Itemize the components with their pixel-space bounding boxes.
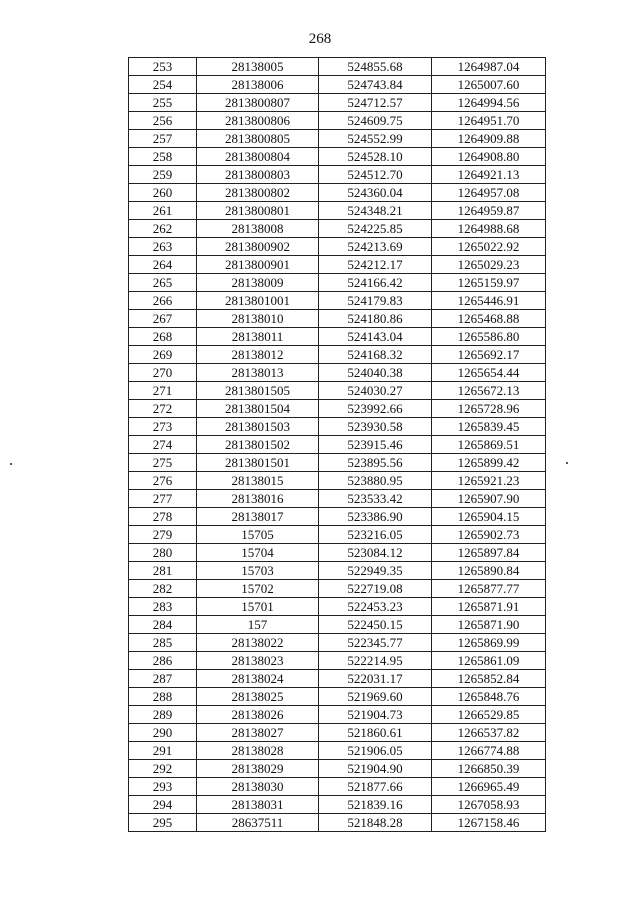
- point-id-cell: 28138011: [197, 328, 319, 346]
- y-coordinate-cell: 1265904.15: [432, 508, 546, 526]
- y-coordinate-cell: 1264987.04: [432, 58, 546, 76]
- row-number-cell: 270: [129, 364, 197, 382]
- y-coordinate-cell: 1264957.08: [432, 184, 546, 202]
- table-row: [129, 472, 546, 490]
- row-number-cell: 265: [129, 274, 197, 292]
- table-row: [129, 202, 546, 220]
- y-coordinate-cell: 1266537.82: [432, 724, 546, 742]
- table-row: [129, 112, 546, 130]
- table-row: [129, 292, 546, 310]
- point-id-cell: 28138030: [197, 778, 319, 796]
- row-number-cell: 278: [129, 508, 197, 526]
- table-row: [129, 94, 546, 112]
- x-coordinate-cell: 524360.04: [319, 184, 432, 202]
- point-id-cell: 28138028: [197, 742, 319, 760]
- x-coordinate-cell: 524712.57: [319, 94, 432, 112]
- point-id-cell: 28138024: [197, 670, 319, 688]
- x-coordinate-cell: 524040.38: [319, 364, 432, 382]
- y-coordinate-cell: 1265899.42: [432, 454, 546, 472]
- row-number-cell: 291: [129, 742, 197, 760]
- point-id-cell: 28138022: [197, 634, 319, 652]
- table-row: [129, 760, 546, 778]
- point-id-cell: 28138016: [197, 490, 319, 508]
- point-id-cell: 2813800804: [197, 148, 319, 166]
- x-coordinate-cell: 523992.66: [319, 400, 432, 418]
- x-coordinate-cell: 523386.90: [319, 508, 432, 526]
- row-number-cell: 276: [129, 472, 197, 490]
- page-number: 268: [308, 31, 332, 47]
- x-coordinate-cell: 524225.85: [319, 220, 432, 238]
- coordinates-table-body: [129, 58, 546, 832]
- y-coordinate-cell: 1267058.93: [432, 796, 546, 814]
- point-id-cell: 28138006: [197, 76, 319, 94]
- y-coordinate-cell: 1264994.56: [432, 94, 546, 112]
- row-number-cell: 281: [129, 562, 197, 580]
- y-coordinate-cell: 1265871.90: [432, 616, 546, 634]
- x-coordinate-cell: 521906.05: [319, 742, 432, 760]
- x-coordinate-cell: 524168.32: [319, 346, 432, 364]
- table-row: [129, 58, 546, 76]
- scan-speck-left: [10, 463, 12, 465]
- point-id-cell: 28138009: [197, 274, 319, 292]
- x-coordinate-cell: 523533.42: [319, 490, 432, 508]
- x-coordinate-cell: 523880.95: [319, 472, 432, 490]
- x-coordinate-cell: 521839.16: [319, 796, 432, 814]
- row-number-cell: 285: [129, 634, 197, 652]
- row-number-cell: 260: [129, 184, 197, 202]
- x-coordinate-cell: 523895.56: [319, 454, 432, 472]
- x-coordinate-cell: 521904.90: [319, 760, 432, 778]
- x-coordinate-cell: 524855.68: [319, 58, 432, 76]
- table-row: [129, 652, 546, 670]
- row-number-cell: 266: [129, 292, 197, 310]
- y-coordinate-cell: 1264908.80: [432, 148, 546, 166]
- point-id-cell: 28637511: [197, 814, 319, 832]
- point-id-cell: 28138015: [197, 472, 319, 490]
- y-coordinate-cell: 1265007.60: [432, 76, 546, 94]
- table-row: [129, 508, 546, 526]
- table-row: [129, 364, 546, 382]
- y-coordinate-cell: 1267158.46: [432, 814, 546, 832]
- table-row: [129, 724, 546, 742]
- row-number-cell: 295: [129, 814, 197, 832]
- x-coordinate-cell: 524179.83: [319, 292, 432, 310]
- point-id-cell: 28138010: [197, 310, 319, 328]
- table-row: [129, 742, 546, 760]
- table-row: [129, 148, 546, 166]
- x-coordinate-cell: 524512.70: [319, 166, 432, 184]
- y-coordinate-cell: 1265869.51: [432, 436, 546, 454]
- x-coordinate-cell: 524609.75: [319, 112, 432, 130]
- y-coordinate-cell: 1265159.97: [432, 274, 546, 292]
- point-id-cell: 28138013: [197, 364, 319, 382]
- x-coordinate-cell: 524528.10: [319, 148, 432, 166]
- row-number-cell: 284: [129, 616, 197, 634]
- y-coordinate-cell: 1266529.85: [432, 706, 546, 724]
- y-coordinate-cell: 1266774.88: [432, 742, 546, 760]
- point-id-cell: 2813800805: [197, 130, 319, 148]
- y-coordinate-cell: 1265848.76: [432, 688, 546, 706]
- point-id-cell: 28138012: [197, 346, 319, 364]
- x-coordinate-cell: 524348.21: [319, 202, 432, 220]
- table-row: [129, 256, 546, 274]
- table-row: [129, 490, 546, 508]
- point-id-cell: 157: [197, 616, 319, 634]
- table-row: [129, 238, 546, 256]
- table-row: [129, 382, 546, 400]
- row-number-cell: 288: [129, 688, 197, 706]
- point-id-cell: 28138008: [197, 220, 319, 238]
- y-coordinate-cell: 1266850.39: [432, 760, 546, 778]
- row-number-cell: 286: [129, 652, 197, 670]
- row-number-cell: 271: [129, 382, 197, 400]
- x-coordinate-cell: 524743.84: [319, 76, 432, 94]
- point-id-cell: 28138025: [197, 688, 319, 706]
- row-number-cell: 269: [129, 346, 197, 364]
- x-coordinate-cell: 522450.15: [319, 616, 432, 634]
- point-id-cell: 2813801504: [197, 400, 319, 418]
- point-id-cell: 2813800802: [197, 184, 319, 202]
- y-coordinate-cell: 1264959.87: [432, 202, 546, 220]
- point-id-cell: 2813800801: [197, 202, 319, 220]
- y-coordinate-cell: 1265877.77: [432, 580, 546, 598]
- table-row: [129, 778, 546, 796]
- y-coordinate-cell: 1265902.73: [432, 526, 546, 544]
- y-coordinate-cell: 1265692.17: [432, 346, 546, 364]
- table-row: [129, 400, 546, 418]
- y-coordinate-cell: 1266965.49: [432, 778, 546, 796]
- x-coordinate-cell: 521877.66: [319, 778, 432, 796]
- x-coordinate-cell: 521848.28: [319, 814, 432, 832]
- row-number-cell: 290: [129, 724, 197, 742]
- row-number-cell: 267: [129, 310, 197, 328]
- row-number-cell: 255: [129, 94, 197, 112]
- table-row: [129, 796, 546, 814]
- x-coordinate-cell: 522031.17: [319, 670, 432, 688]
- row-number-cell: 261: [129, 202, 197, 220]
- y-coordinate-cell: 1264988.68: [432, 220, 546, 238]
- x-coordinate-cell: 522345.77: [319, 634, 432, 652]
- x-coordinate-cell: 523915.46: [319, 436, 432, 454]
- table-row: [129, 580, 546, 598]
- point-id-cell: 2813800902: [197, 238, 319, 256]
- row-number-cell: 282: [129, 580, 197, 598]
- row-number-cell: 283: [129, 598, 197, 616]
- point-id-cell: 2813801502: [197, 436, 319, 454]
- table-row: [129, 688, 546, 706]
- point-id-cell: 2813800807: [197, 94, 319, 112]
- y-coordinate-cell: 1264921.13: [432, 166, 546, 184]
- row-number-cell: 275: [129, 454, 197, 472]
- x-coordinate-cell: 522719.08: [319, 580, 432, 598]
- point-id-cell: 2813801505: [197, 382, 319, 400]
- y-coordinate-cell: 1265852.84: [432, 670, 546, 688]
- y-coordinate-cell: 1265446.91: [432, 292, 546, 310]
- x-coordinate-cell: 524030.27: [319, 382, 432, 400]
- point-id-cell: 28138017: [197, 508, 319, 526]
- table-row: [129, 562, 546, 580]
- point-id-cell: 2813801001: [197, 292, 319, 310]
- table-row: [129, 310, 546, 328]
- row-number-cell: 254: [129, 76, 197, 94]
- table-row: [129, 166, 546, 184]
- table-row: [129, 526, 546, 544]
- y-coordinate-cell: 1265022.92: [432, 238, 546, 256]
- x-coordinate-cell: 521904.73: [319, 706, 432, 724]
- row-number-cell: 259: [129, 166, 197, 184]
- y-coordinate-cell: 1265890.84: [432, 562, 546, 580]
- point-id-cell: 15704: [197, 544, 319, 562]
- table-row: [129, 346, 546, 364]
- row-number-cell: 268: [129, 328, 197, 346]
- y-coordinate-cell: 1265921.23: [432, 472, 546, 490]
- point-id-cell: 15705: [197, 526, 319, 544]
- table-row: [129, 274, 546, 292]
- x-coordinate-cell: 522214.95: [319, 652, 432, 670]
- table-row: [129, 418, 546, 436]
- table-row: [129, 670, 546, 688]
- table-row: [129, 130, 546, 148]
- point-id-cell: 2813801501: [197, 454, 319, 472]
- y-coordinate-cell: 1265672.13: [432, 382, 546, 400]
- row-number-cell: 294: [129, 796, 197, 814]
- y-coordinate-cell: 1265586.80: [432, 328, 546, 346]
- point-id-cell: 28138005: [197, 58, 319, 76]
- x-coordinate-cell: 523084.12: [319, 544, 432, 562]
- y-coordinate-cell: 1264909.88: [432, 130, 546, 148]
- x-coordinate-cell: 522949.35: [319, 562, 432, 580]
- row-number-cell: 273: [129, 418, 197, 436]
- y-coordinate-cell: 1265861.09: [432, 652, 546, 670]
- y-coordinate-cell: 1265839.45: [432, 418, 546, 436]
- table-row: [129, 616, 546, 634]
- row-number-cell: 289: [129, 706, 197, 724]
- point-id-cell: 15703: [197, 562, 319, 580]
- row-number-cell: 274: [129, 436, 197, 454]
- table-row: [129, 544, 546, 562]
- point-id-cell: 28138029: [197, 760, 319, 778]
- x-coordinate-cell: 523930.58: [319, 418, 432, 436]
- x-coordinate-cell: 524180.86: [319, 310, 432, 328]
- point-id-cell: 15702: [197, 580, 319, 598]
- x-coordinate-cell: 524143.04: [319, 328, 432, 346]
- point-id-cell: 28138023: [197, 652, 319, 670]
- row-number-cell: 293: [129, 778, 197, 796]
- x-coordinate-cell: 521969.60: [319, 688, 432, 706]
- table-row: [129, 598, 546, 616]
- point-id-cell: 2813801503: [197, 418, 319, 436]
- point-id-cell: 15701: [197, 598, 319, 616]
- row-number-cell: 257: [129, 130, 197, 148]
- x-coordinate-cell: 523216.05: [319, 526, 432, 544]
- y-coordinate-cell: 1265897.84: [432, 544, 546, 562]
- row-number-cell: 262: [129, 220, 197, 238]
- y-coordinate-cell: 1265029.23: [432, 256, 546, 274]
- y-coordinate-cell: 1265468.88: [432, 310, 546, 328]
- y-coordinate-cell: 1265728.96: [432, 400, 546, 418]
- x-coordinate-cell: 524166.42: [319, 274, 432, 292]
- row-number-cell: 263: [129, 238, 197, 256]
- point-id-cell: 28138026: [197, 706, 319, 724]
- x-coordinate-cell: 521860.61: [319, 724, 432, 742]
- table-row: [129, 634, 546, 652]
- table-row: [129, 220, 546, 238]
- point-id-cell: 2813800803: [197, 166, 319, 184]
- point-id-cell: 28138031: [197, 796, 319, 814]
- x-coordinate-cell: 524552.99: [319, 130, 432, 148]
- y-coordinate-cell: 1265871.91: [432, 598, 546, 616]
- row-number-cell: 253: [129, 58, 197, 76]
- x-coordinate-cell: 522453.23: [319, 598, 432, 616]
- row-number-cell: 277: [129, 490, 197, 508]
- point-id-cell: 2813800806: [197, 112, 319, 130]
- y-coordinate-cell: 1265907.90: [432, 490, 546, 508]
- point-id-cell: 2813800901: [197, 256, 319, 274]
- row-number-cell: 292: [129, 760, 197, 778]
- table-row: [129, 706, 546, 724]
- x-coordinate-cell: 524212.17: [319, 256, 432, 274]
- row-number-cell: 258: [129, 148, 197, 166]
- scan-speck-right: [566, 462, 568, 464]
- row-number-cell: 287: [129, 670, 197, 688]
- row-number-cell: 272: [129, 400, 197, 418]
- row-number-cell: 256: [129, 112, 197, 130]
- table-row: [129, 76, 546, 94]
- row-number-cell: 279: [129, 526, 197, 544]
- x-coordinate-cell: 524213.69: [319, 238, 432, 256]
- table-row: [129, 184, 546, 202]
- point-id-cell: 28138027: [197, 724, 319, 742]
- table-row: [129, 814, 546, 832]
- y-coordinate-cell: 1265654.44: [432, 364, 546, 382]
- table-row: [129, 436, 546, 454]
- coordinates-table: [128, 57, 546, 832]
- y-coordinate-cell: 1264951.70: [432, 112, 546, 130]
- row-number-cell: 280: [129, 544, 197, 562]
- table-row: [129, 454, 546, 472]
- table-row: [129, 328, 546, 346]
- row-number-cell: 264: [129, 256, 197, 274]
- y-coordinate-cell: 1265869.99: [432, 634, 546, 652]
